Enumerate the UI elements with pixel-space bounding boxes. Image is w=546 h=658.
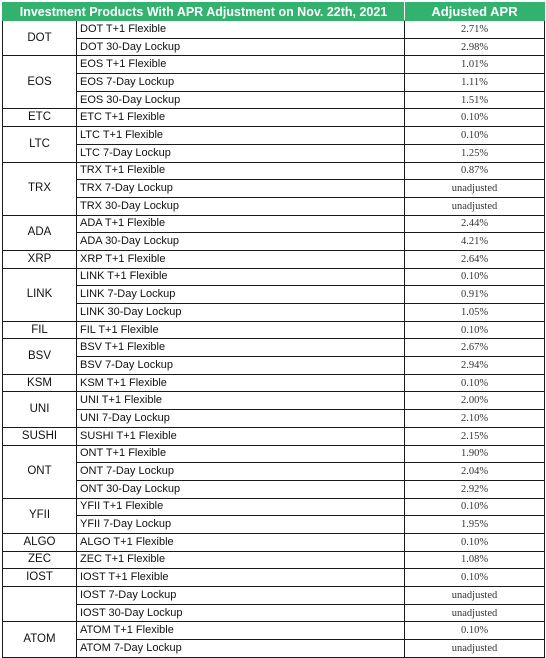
- product-cell: BSV T+1 Flexible: [77, 339, 405, 357]
- apr-cell: unadjusted: [405, 197, 545, 215]
- table-row: [3, 91, 545, 109]
- product-cell: ADA 30-Day Lockup: [77, 233, 405, 251]
- product-cell: ONT 30-Day Lockup: [77, 480, 405, 498]
- table-row: [3, 127, 545, 145]
- product-cell: ONT T+1 Flexible: [77, 445, 405, 463]
- apr-cell: 2.04%: [405, 463, 545, 481]
- asset-cell: ALGO: [3, 533, 77, 551]
- product-cell: YFII 7-Day Lockup: [77, 516, 405, 534]
- adjusted-apr-column-header: Adjusted APR: [405, 3, 545, 21]
- table-row: [3, 215, 545, 233]
- asset-cell: LINK: [3, 268, 77, 321]
- table-row: [3, 587, 545, 605]
- table-row: [3, 622, 545, 640]
- table-row: [3, 640, 545, 658]
- product-cell: DOT 30-Day Lockup: [77, 38, 405, 56]
- asset-cell: [3, 587, 77, 622]
- table-row: [3, 162, 545, 180]
- asset-cell: KSM: [3, 374, 77, 392]
- table-row: [3, 250, 545, 268]
- table-row: [3, 233, 545, 251]
- table-row: [3, 480, 545, 498]
- product-cell: TRX 7-Day Lockup: [77, 180, 405, 198]
- apr-cell: 0.10%: [405, 127, 545, 145]
- apr-cell: 1.08%: [405, 551, 545, 569]
- apr-cell: 2.92%: [405, 480, 545, 498]
- product-cell: IOST 7-Day Lockup: [77, 587, 405, 605]
- apr-adjustment-table: [2, 2, 545, 658]
- table-row: [3, 74, 545, 92]
- product-cell: LINK 7-Day Lockup: [77, 286, 405, 304]
- asset-cell: SUSHI: [3, 427, 77, 445]
- table-row: [3, 339, 545, 357]
- apr-cell: 1.11%: [405, 74, 545, 92]
- apr-cell: 1.51%: [405, 91, 545, 109]
- apr-cell: 0.10%: [405, 498, 545, 516]
- product-cell: YFII T+1 Flexible: [77, 498, 405, 516]
- asset-cell: EOS: [3, 56, 77, 109]
- table-row: [3, 286, 545, 304]
- apr-cell: 0.10%: [405, 533, 545, 551]
- apr-cell: unadjusted: [405, 604, 545, 622]
- apr-cell: 2.71%: [405, 21, 545, 39]
- apr-cell: 0.10%: [405, 569, 545, 587]
- apr-cell: 2.98%: [405, 38, 545, 56]
- apr-cell: unadjusted: [405, 180, 545, 198]
- product-cell: ATOM 7-Day Lockup: [77, 640, 405, 658]
- apr-cell: 2.44%: [405, 215, 545, 233]
- product-cell: EOS 30-Day Lockup: [77, 91, 405, 109]
- apr-cell: 4.21%: [405, 233, 545, 251]
- asset-cell: LTC: [3, 127, 77, 162]
- product-cell: LINK T+1 Flexible: [77, 268, 405, 286]
- apr-cell: 0.87%: [405, 162, 545, 180]
- table-row: [3, 516, 545, 534]
- table-row: [3, 604, 545, 622]
- asset-cell: YFII: [3, 498, 77, 533]
- apr-cell: 2.15%: [405, 427, 545, 445]
- table-row: [3, 21, 545, 39]
- table-row: [3, 551, 545, 569]
- apr-cell: 2.67%: [405, 339, 545, 357]
- table-row: [3, 144, 545, 162]
- product-cell: IOST 30-Day Lockup: [77, 604, 405, 622]
- apr-cell: 0.91%: [405, 286, 545, 304]
- asset-cell: TRX: [3, 162, 77, 215]
- table-row: [3, 268, 545, 286]
- apr-cell: 2.94%: [405, 357, 545, 375]
- product-cell: UNI T+1 Flexible: [77, 392, 405, 410]
- apr-cell: 0.10%: [405, 109, 545, 127]
- product-cell: ZEC T+1 Flexible: [77, 551, 405, 569]
- apr-cell: 0.10%: [405, 321, 545, 339]
- asset-cell: XRP: [3, 250, 77, 268]
- table-row: [3, 374, 545, 392]
- asset-cell: FIL: [3, 321, 77, 339]
- table-row: [3, 445, 545, 463]
- table-row: [3, 357, 545, 375]
- table-row: [3, 321, 545, 339]
- product-cell: EOS T+1 Flexible: [77, 56, 405, 74]
- apr-cell: 0.10%: [405, 622, 545, 640]
- product-cell: ADA T+1 Flexible: [77, 215, 405, 233]
- product-cell: LTC T+1 Flexible: [77, 127, 405, 145]
- table-row: [3, 427, 545, 445]
- apr-cell: unadjusted: [405, 587, 545, 605]
- table-row: [3, 180, 545, 198]
- asset-cell: DOT: [3, 21, 77, 56]
- apr-cell: 1.05%: [405, 304, 545, 322]
- table-row: [3, 304, 545, 322]
- apr-cell: 0.10%: [405, 268, 545, 286]
- apr-cell: 1.01%: [405, 56, 545, 74]
- table-row: [3, 463, 545, 481]
- product-cell: XRP T+1 Flexible: [77, 250, 405, 268]
- apr-cell: 2.10%: [405, 410, 545, 428]
- asset-cell: ZEC: [3, 551, 77, 569]
- product-cell: BSV 7-Day Lockup: [77, 357, 405, 375]
- asset-cell: UNI: [3, 392, 77, 427]
- product-cell: ETC T+1 Flexible: [77, 109, 405, 127]
- table-row: [3, 392, 545, 410]
- table-body: [3, 21, 545, 658]
- product-cell: KSM T+1 Flexible: [77, 374, 405, 392]
- asset-cell: ATOM: [3, 622, 77, 657]
- table-row: [3, 410, 545, 428]
- asset-cell: BSV: [3, 339, 77, 374]
- asset-cell: ETC: [3, 109, 77, 127]
- product-cell: TRX T+1 Flexible: [77, 162, 405, 180]
- table-row: [3, 56, 545, 74]
- product-cell: SUSHI T+1 Flexible: [77, 427, 405, 445]
- table-row: [3, 197, 545, 215]
- asset-cell: ONT: [3, 445, 77, 498]
- table-row: [3, 569, 545, 587]
- table-row: [3, 533, 545, 551]
- product-cell: TRX 30-Day Lockup: [77, 197, 405, 215]
- table-row: [3, 38, 545, 56]
- table-row: [3, 109, 545, 127]
- product-cell: UNI 7-Day Lockup: [77, 410, 405, 428]
- asset-cell: ADA: [3, 215, 77, 250]
- apr-cell: 2.64%: [405, 250, 545, 268]
- product-cell: ALGO T+1 Flexible: [77, 533, 405, 551]
- product-cell: DOT T+1 Flexible: [77, 21, 405, 39]
- apr-cell: 1.90%: [405, 445, 545, 463]
- table-header-row: [3, 3, 545, 21]
- product-cell: EOS 7-Day Lockup: [77, 74, 405, 92]
- apr-cell: 2.00%: [405, 392, 545, 410]
- table-title: Investment Products With APR Adjustment on Nov. 22th, 2021: [3, 3, 405, 21]
- product-cell: FIL T+1 Flexible: [77, 321, 405, 339]
- table-row: [3, 498, 545, 516]
- product-cell: LINK 30-Day Lockup: [77, 304, 405, 322]
- product-cell: ONT 7-Day Lockup: [77, 463, 405, 481]
- apr-cell: 1.95%: [405, 516, 545, 534]
- product-cell: LTC 7-Day Lockup: [77, 144, 405, 162]
- apr-cell: unadjusted: [405, 640, 545, 658]
- apr-cell: 0.10%: [405, 374, 545, 392]
- product-cell: ATOM T+1 Flexible: [77, 622, 405, 640]
- apr-cell: 1.25%: [405, 144, 545, 162]
- product-cell: IOST T+1 Flexible: [77, 569, 405, 587]
- asset-cell: IOST: [3, 569, 77, 587]
